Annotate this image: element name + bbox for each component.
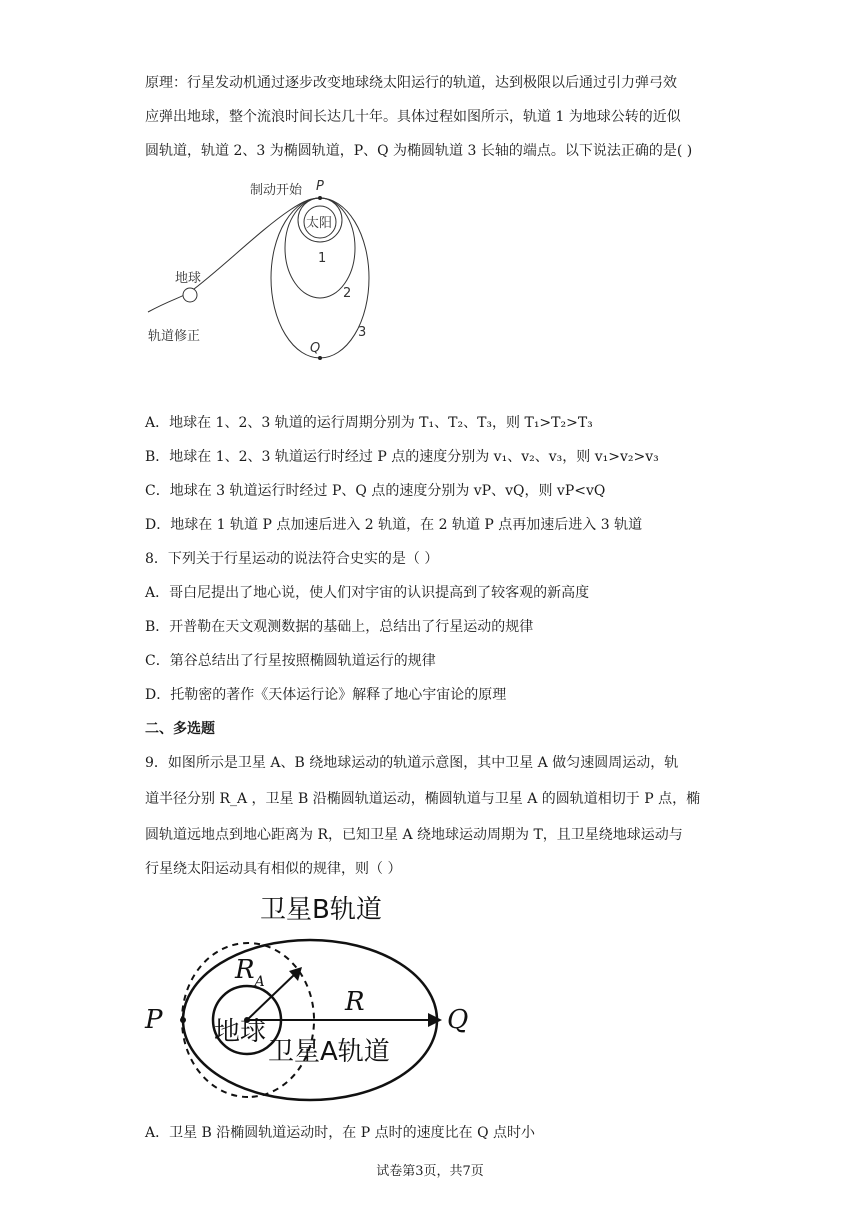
- label-ra: $R_A$: [235, 955, 265, 990]
- label-sun: 太阳: [306, 216, 333, 231]
- label-q: Q: [447, 1005, 469, 1035]
- section-title-multiple-choice: 二、多选题: [145, 721, 215, 737]
- q7-stem-line-2: 应弹出地球，整个流浪时间长达几十年。具体过程如图所示，轨道 1 为地球公转的近似: [145, 109, 681, 125]
- q9-option-a: A．卫星 B 沿椭圆轨道运动时，在 P 点时的速度比在 Q 点时小: [145, 1125, 535, 1141]
- q7-stem-line-1: 原理：行星发动机通过逐步改变地球绕太阳运行的轨道，达到极限以后通过引力弹弓效: [145, 75, 677, 91]
- q9-stem-line-2: 道半径分别 R_A ，卫星 B 沿椭圆轨道运动，椭圆轨道与卫星 A 的圆轨道相切于 P 点，椭: [145, 791, 701, 807]
- page-footer: 试卷第3页，共7页: [376, 1164, 484, 1179]
- label-earth: 地球: [175, 271, 202, 286]
- label-orbit-b: 卫星B轨道: [260, 895, 382, 925]
- q9-stem-line-4: 行星绕太阳运动具有相似的规律，则（ ）: [145, 861, 402, 877]
- q8-option-d: D．托勒密的著作《天体运行论》解释了地心宇宙论的原理: [145, 687, 507, 703]
- label-p: P: [145, 1005, 163, 1035]
- label-orbit-a: 卫星A轨道: [268, 1037, 390, 1067]
- q8-stem: 8．下列关于行星运动的说法符合史实的是（ ）: [145, 551, 439, 567]
- q8-option-a: A．哥白尼提出了地心说，使人们对宇宙的认识提高到了较客观的新高度: [145, 585, 590, 601]
- q8-option-b: B．开普勒在天文观测数据的基础上，总结出了行星运动的规律: [145, 619, 534, 635]
- earth-marker: [183, 288, 197, 302]
- q8-option-c: C．第谷总结出了行星按照椭圆轨道运行的规律: [145, 653, 436, 669]
- radius-r-arrowhead: [428, 1013, 442, 1027]
- orbit-figure-1: [140, 170, 400, 370]
- orbit-figure-2: [140, 888, 480, 1103]
- q9-stem-line-1: 9．如图所示是卫星 A、B 绕地球运动的轨道示意图，其中卫星 A 做匀速圆周运动，轨: [145, 755, 679, 771]
- label-start: 制动开始: [250, 183, 303, 198]
- label-correction: 轨道修正: [148, 329, 201, 344]
- q9-stem-line-3: 圆轨道远地点到地心距离为 R，已知卫星 A 绕地球运动周期为 T，且卫星绕地球运动与: [145, 827, 683, 843]
- label-r: R: [345, 987, 365, 1017]
- q7-option-c: C．地球在 3 轨道运行时经过 P、Q 点的速度分别为 vP、vQ，则 vP<vQ: [145, 483, 606, 499]
- point-q: [318, 356, 322, 360]
- label-earth: 地球: [214, 1017, 267, 1047]
- label-orbit-2: 2: [343, 286, 352, 301]
- point-p: [318, 196, 322, 200]
- q7-stem-line-3: 圆轨道，轨道 2、3 为椭圆轨道，P、Q 为椭圆轨道 3 长轴的端点。以下说法正确的是( ): [145, 143, 693, 159]
- q7-option-b: B．地球在 1、2、3 轨道运行时经过 P 点的速度分别为 v₁、v₂、v₃，则 v₁>v₂>v₃: [145, 449, 659, 465]
- point-p-marker: [180, 1017, 186, 1023]
- label-orbit-3: 3: [358, 325, 367, 340]
- label-orbit-1: 1: [318, 251, 327, 266]
- q7-option-a: A．地球在 1、2、3 轨道的运行周期分别为 T₁、T₂、T₃，则 T₁>T₂>T₃: [145, 415, 593, 431]
- label-p: P: [316, 179, 324, 194]
- q7-option-d: D．地球在 1 轨道 P 点加速后进入 2 轨道，在 2 轨道 P 点再加速后进入 3 轨道: [145, 517, 643, 533]
- label-q: Q: [310, 341, 321, 356]
